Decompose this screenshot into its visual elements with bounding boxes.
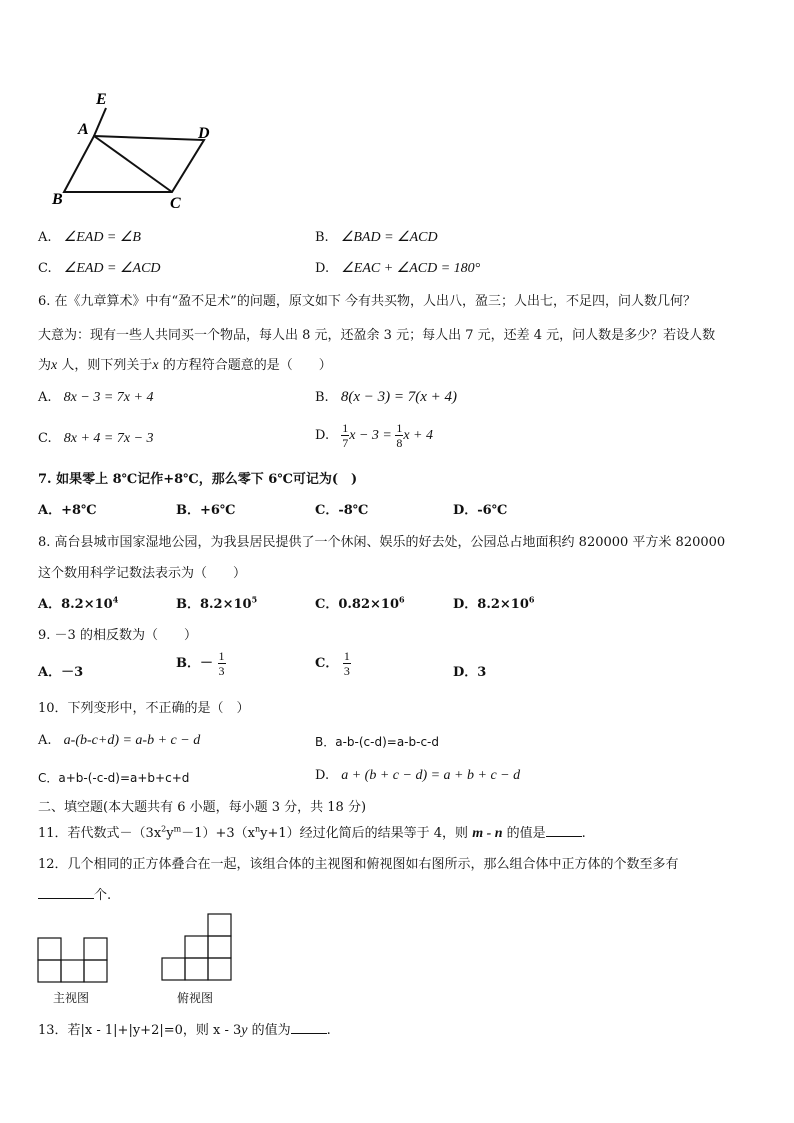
q11-end: . <box>581 826 586 841</box>
q9-option-c-prefix: C． <box>315 656 339 671</box>
q10-option-d <box>315 768 520 784</box>
q7-stem: 7. 如果零上 8℃记作+8℃，那么零下 6℃可记为( ) <box>38 472 358 487</box>
top-view-cell <box>208 914 231 936</box>
q9-stem: 9. －3 的相反数为（ ） <box>38 628 197 643</box>
q6-option-d-frac2-den: 8 <box>396 436 403 450</box>
q10-option-c: C．a+b-(-c-d)=a+b+c+d <box>38 771 190 785</box>
main-view-label: 主视图 <box>53 991 90 1005</box>
q11-sup1: 2 <box>161 824 167 834</box>
q9-option-b <box>176 650 226 677</box>
q10-option-b: B．a-b-(c-d)=a-b-c-d <box>315 735 440 749</box>
q8-option-d-exp: 6 <box>528 594 535 605</box>
label-C: C <box>170 195 181 212</box>
q7-option-d: D．-6℃ <box>453 503 508 518</box>
q6-option-a-text: 8x − 3 = 7x + 4 <box>63 390 154 405</box>
q13-end: . <box>326 1023 331 1038</box>
q11-sup3: n <box>254 824 261 834</box>
q13-post: 的值为 <box>247 1023 291 1038</box>
q6-option-b-text: 8(x − 3) = 7(x + 4) <box>340 389 457 405</box>
q13-var-y: y <box>241 1023 248 1038</box>
q8-stem-line1: 8. 高台县城市国家湿地公园，为我县居民提供了一个休闲、娱乐的好去处，公园总占地面积约 820000 平方米 820000 <box>38 535 726 550</box>
q8-option-d <box>453 593 534 612</box>
q7-option-a: A．+8℃ <box>38 503 97 518</box>
q5-option-b-letter: B. <box>315 230 329 245</box>
q7-option-b: B．+6℃ <box>176 503 236 518</box>
q9-option-b-num: 1 <box>218 649 225 663</box>
q10-option-a-letter: A. <box>38 733 52 748</box>
q5-option-d-text: ∠EAC + ∠ACD = 180° <box>341 261 481 276</box>
q8-option-a-exp: 4 <box>112 594 119 605</box>
q5-option-c-letter: C. <box>38 261 52 276</box>
q6-option-a <box>38 390 153 406</box>
top-view-label: 俯视图 <box>177 991 214 1005</box>
q6-stem-line3-b: 人，则下列关于 <box>57 358 153 373</box>
q10-stem: 10．下列变形中，不正确的是（ ） <box>38 701 250 716</box>
q9-option-b-frac <box>218 650 226 677</box>
q6-option-a-letter: A. <box>38 390 52 405</box>
main-view-cell <box>84 960 107 982</box>
q6-option-d-frac1-den: 7 <box>342 436 349 450</box>
q10-option-d-letter: D. <box>315 768 330 783</box>
top-view-cell <box>185 936 208 958</box>
main-view-cell <box>84 938 107 960</box>
q5-option-c-text: ∠EAD = ∠ACD <box>63 261 161 276</box>
q8-option-b <box>176 593 257 612</box>
q12-answer-blank[interactable] <box>38 898 94 899</box>
q6-option-d <box>315 422 433 449</box>
section-fill-in-heading: 二、填空题(本大题共有 6 小题，每小题 3 分，共 18 分) <box>38 800 367 815</box>
q6-stem-line3-c: 的方程符合题意的是（ ） <box>158 358 332 373</box>
q13-stem <box>38 1019 331 1039</box>
diagonal-AC <box>94 136 172 192</box>
q8-option-c <box>315 593 405 612</box>
top-view-cell <box>208 958 231 980</box>
label-D: D <box>198 125 210 142</box>
q5-option-a-letter: A. <box>38 230 52 245</box>
q13-text: 13．若|x - 1|+|y+2|=0，则 x - 3 <box>38 1023 242 1038</box>
q6-stem-line3 <box>38 354 332 374</box>
q9-option-b-den: 3 <box>218 664 225 678</box>
main-view-cell <box>38 938 61 960</box>
q11-expr: m - n <box>472 826 503 841</box>
q11-pre: 11．若代数式－（3x <box>38 826 162 841</box>
q6-option-c-letter: C. <box>38 431 52 446</box>
q5-option-d <box>315 260 480 277</box>
q6-option-d-end: x + 4 <box>403 428 434 443</box>
q8-stem-line2: 这个数用科学记数法表示为（ ） <box>38 566 247 581</box>
label-B: B <box>52 191 63 208</box>
top-view-cell <box>185 958 208 980</box>
q12-line2-end: 个. <box>94 888 112 903</box>
q8-option-b-base: B．8.2×10 <box>176 597 252 612</box>
main-view-cell <box>61 960 84 982</box>
q6-option-d-letter: D. <box>315 428 330 443</box>
q6-stem-line1: 6. 在《九章算术》中有“盈不足术”的问题，原文如下 今有共买物，人出八，盈三；人出七，不足四，问人数几何？ <box>38 294 696 309</box>
q11-mid2: －1）+3（x <box>181 826 255 841</box>
q8-option-b-exp: 5 <box>251 594 258 605</box>
q9-option-c-frac <box>343 650 351 677</box>
q8-option-c-exp: 6 <box>399 594 405 605</box>
q9-option-a: A．－3 <box>38 665 84 680</box>
q5-option-a <box>38 229 141 246</box>
q9-option-d: D．3 <box>453 665 487 680</box>
q6-option-d-mid: x − 3 = <box>349 428 396 443</box>
q11-sup2: m <box>173 824 182 834</box>
q11-mid1: y <box>166 826 174 841</box>
q6-option-c <box>38 431 154 447</box>
q11-answer-blank[interactable] <box>546 836 582 837</box>
q6-option-b-letter: B. <box>315 390 329 405</box>
label-E: E <box>96 91 107 108</box>
q5-option-a-text: ∠EAD = ∠B <box>63 230 141 245</box>
q6-var-x2: x <box>152 358 159 373</box>
q8-option-d-base: D．8.2×10 <box>453 597 529 612</box>
main-view-cell <box>38 960 61 982</box>
q6-option-b <box>315 389 457 406</box>
label-A: A <box>78 121 89 138</box>
q13-answer-blank[interactable] <box>291 1033 327 1034</box>
q11-mid3: y+1）经过化简后的结果等于 4，则 <box>260 826 473 841</box>
q10-option-d-text: a + (b + c − d) = a + b + c − d <box>341 768 521 783</box>
q12-stem-line2 <box>38 884 111 903</box>
q5-option-b <box>315 229 438 246</box>
q6-stem-line2: 大意为：现有一些人共同买一个物品，每人出 8 元，还盈余 3 元；每人出 7 元，还差 4 元，问人数是多少？若设人数 <box>38 328 716 343</box>
q6-option-d-frac2-num: 1 <box>396 421 403 435</box>
q8-option-a-base: A．8.2×10 <box>38 597 113 612</box>
q9-option-b-prefix: B．－ <box>176 656 213 671</box>
q6-option-c-text: 8x + 4 = 7x − 3 <box>63 431 154 446</box>
top-view-cell <box>208 936 231 958</box>
q7-option-c: C．-8℃ <box>315 503 369 518</box>
q9-option-c-num: 1 <box>343 649 350 663</box>
q10-option-a-text: a-(b-c+d) = a-b + c − d <box>63 733 201 748</box>
q10-option-a <box>38 733 200 749</box>
q6-var-x1: x <box>51 358 58 373</box>
q9-option-c <box>315 650 351 677</box>
q6-option-d-frac1-num: 1 <box>342 421 349 435</box>
top-view-cell <box>162 958 185 980</box>
q12-stem-line1: 12．几个相同的正方体叠合在一起，该组合体的主视图和俯视图如右图所示，那么组合体中正方体的个数至多有 <box>38 857 679 872</box>
q11-stem <box>38 822 586 842</box>
q5-option-d-letter: D. <box>315 261 330 276</box>
q9-option-c-den: 3 <box>343 664 350 678</box>
main-view-diagram <box>36 936 110 984</box>
parallelogram-figure <box>48 84 228 216</box>
q5-option-c <box>38 260 161 277</box>
q8-option-c-base: C．0.82×10 <box>315 597 399 612</box>
q8-option-a <box>38 593 118 612</box>
q11-post: 的值是 <box>502 826 546 841</box>
q6-stem-line3-a: 为 <box>38 358 52 373</box>
line-EA-extended <box>94 108 106 136</box>
top-view-diagram <box>160 912 234 984</box>
q5-option-b-text: ∠BAD = ∠ACD <box>340 230 438 245</box>
